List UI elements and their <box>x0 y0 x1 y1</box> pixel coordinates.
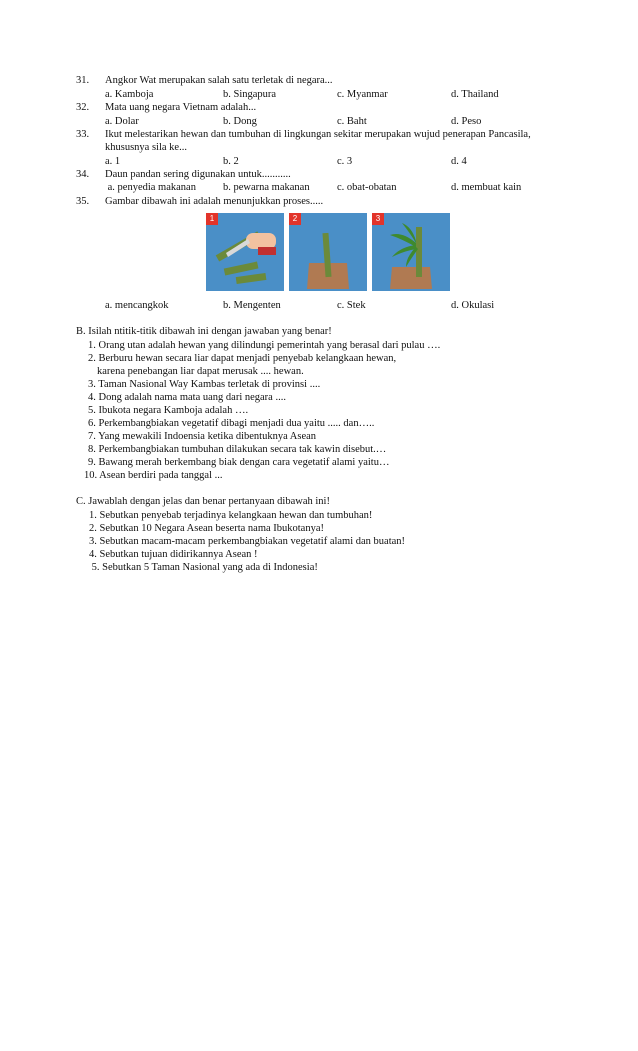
section-c-item: 3. Sebutkan macam-macam perkembangbiakan vegetatif alami dan buatan! <box>89 536 406 547</box>
option-c: c. obat-obatan <box>337 182 397 193</box>
section-c-item: 5. Sebutkan 5 Taman Nasional yang ada di Indonesia! <box>89 562 318 573</box>
option-b: b. Singapura <box>223 89 277 100</box>
option-c: c. Myanmar <box>337 89 388 100</box>
option-b: b. Dong <box>223 116 257 127</box>
question-number: 31. <box>76 75 90 86</box>
question-text: Daun pandan sering digunakan untuk........... <box>105 169 291 180</box>
options-32 <box>105 115 585 129</box>
section-b-item: 8. Perkembangbiakan tumbuhan dilakukan secara tak kawin disebut.… <box>88 444 387 455</box>
options-31 <box>105 88 585 102</box>
soil <box>390 267 432 289</box>
question-number: 32. <box>76 102 90 113</box>
question-text: Angkor Wat merupakan salah satu terletak di negara... <box>105 75 333 86</box>
section-b-item: 6. Perkembangbiakan vegetatif dibagi menjadi dua yaitu ..... dan….. <box>88 418 375 429</box>
option-d: d. membuat kain <box>451 182 522 193</box>
option-a: a. penyedia makanan <box>105 182 196 193</box>
section-b-item: 9. Bawang merah berkembang biak dengan cara vegetatif alami yaitu… <box>88 457 390 468</box>
section-b-item: 3. Taman Nasional Way Kambas terletak di provinsi .... <box>88 379 321 390</box>
option-b: b. pewarna makanan <box>223 182 310 193</box>
option-d: d. Thailand <box>451 89 499 100</box>
section-b-item: 4. Dong adalah nama mata uang dari negara .... <box>88 392 286 403</box>
options-33 <box>105 155 585 169</box>
option-d: d. 4 <box>451 156 467 167</box>
option-c: c. Baht <box>337 116 367 127</box>
option-a: a. mencangkok <box>105 300 169 311</box>
panel-3-growing <box>372 213 450 291</box>
section-b-item: 10. Asean berdiri pada tanggal ... <box>84 470 223 481</box>
hand <box>246 233 276 249</box>
panel-number: 1 <box>206 213 218 225</box>
sleeve <box>258 247 276 255</box>
panel-1-cutting <box>206 213 284 291</box>
section-b-item: 2. Berburu hewan secara liar dapat menjadi penyebab kelangkaan hewan, <box>88 353 397 364</box>
option-b: b. Mengenten <box>223 300 281 311</box>
option-a: a. 1 <box>105 156 121 167</box>
option-d: d. Okulasi <box>451 300 495 311</box>
options-35 <box>105 299 585 313</box>
section-b-item: 5. Ibukota negara Kamboja adalah …. <box>88 405 249 416</box>
options-34 <box>105 181 585 195</box>
section-b-item: 1. Orang utan adalah hewan yang dilindungi pemerintah yang berasal dari pulau …. <box>88 340 441 351</box>
section-b-item-cont: karena penebangan liar dapat merusak .... hewan. <box>97 366 304 377</box>
question-text: Gambar dibawah ini adalah menunjukkan proses..... <box>105 196 324 207</box>
panel-number: 2 <box>289 213 301 225</box>
panel-number: 3 <box>372 213 384 225</box>
option-c: c. Stek <box>337 300 366 311</box>
question-text: Mata uang negara Vietnam adalah... <box>105 102 257 113</box>
question-text: Ikut melestarikan hewan dan tumbuhan di lingkungan sekitar merupakan wujud penerapan Pancasila, <box>105 129 531 140</box>
section-c-item: 1. Sebutkan penyebab terjadinya kelangkaan hewan dan tumbuhan! <box>89 510 373 521</box>
question-number: 35. <box>76 196 90 207</box>
option-c: c. 3 <box>337 156 353 167</box>
section-b-title: B. Isilah ntitik-titik dibawah ini dengan jawaban yang benar! <box>76 326 332 337</box>
question-text-continued: khususnya sila ke... <box>105 142 187 153</box>
stem-piece <box>236 273 267 284</box>
section-c-item: 4. Sebutkan tujuan didirikannya Asean ! <box>89 549 258 560</box>
stem-piece <box>224 262 259 276</box>
section-b-item: 7. Yang mewakili Indoensia ketika dibentuknya Asean <box>88 431 317 442</box>
section-c-item: 2. Sebutkan 10 Negara Asean beserta nama Ibukotanya! <box>89 523 324 534</box>
option-a: a. Dolar <box>105 116 139 127</box>
question-number: 34. <box>76 169 90 180</box>
option-a: a. Kamboja <box>105 89 154 100</box>
option-b: b. 2 <box>223 156 239 167</box>
stem <box>416 227 422 277</box>
section-c-title: C. Jawablah dengan jelas dan benar pertanyaan dibawah ini! <box>76 496 330 507</box>
option-d: d. Peso <box>451 116 482 127</box>
question-number: 33. <box>76 129 90 140</box>
propagation-figure <box>206 213 450 291</box>
panel-2-planting <box>289 213 367 291</box>
